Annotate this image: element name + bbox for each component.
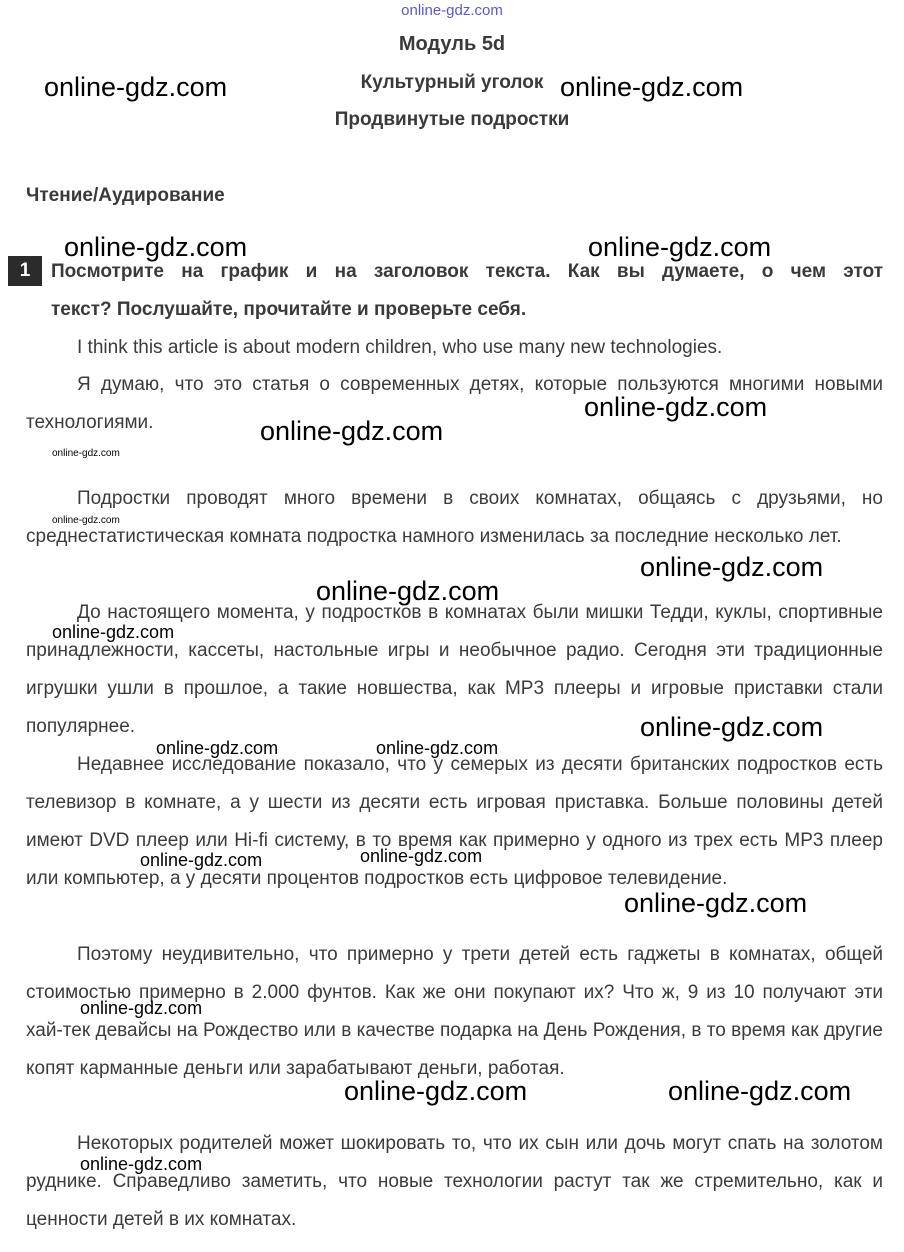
watermark-text: online-gdz.com — [640, 552, 824, 582]
topic-title: Продвинутые подростки — [334, 109, 570, 130]
answer-english: I think this article is about modern children, who use many new technologies. — [77, 337, 723, 358]
module-title: Модуль 5d — [398, 33, 506, 55]
watermark-text: online-gdz.com — [588, 232, 772, 262]
watermark-text: online-gdz.com — [316, 576, 500, 606]
watermark-text: online-gdz.com — [260, 416, 444, 446]
watermark-text: online-gdz.com — [360, 846, 483, 866]
task-number-badge: 1 — [8, 256, 42, 286]
watermark-text: online-gdz.com — [80, 998, 203, 1018]
section-corner-title: Культурный уголок — [360, 72, 544, 93]
text-paragraph-3: Недавнее исследование показало, что у семерых из десяти британских подростков есть телевизор в комнате, а у шести из десяти есть игровая приставка. Больше половины детей имеют DVD плеер или Hi-fi систему, в то время как примерно у одного из трех есть MP3 плеер или компьютер, а у десяти процентов подростков есть цифровое телевидение. — [26, 754, 883, 889]
watermark-text: online-gdz.com — [52, 515, 120, 526]
section-heading: Чтение/Аудирование — [26, 185, 225, 206]
task-instruction-line-1: Посмотрите на график и на заголовок текста. Как вы думаете, о чем этот — [51, 261, 883, 282]
task-instruction-line-2: текст? Послушайте, прочитайте и проверьте себя. — [51, 299, 527, 320]
watermark-text: online-gdz.com — [52, 622, 175, 642]
watermark-text: online-gdz.com — [156, 738, 279, 758]
watermark-text: online-gdz.com — [584, 392, 768, 422]
watermark-text: online-gdz.com — [80, 1154, 203, 1174]
watermark-text: online-gdz.com — [376, 738, 499, 758]
watermark-text: online-gdz.com — [640, 712, 824, 742]
watermark-text: online-gdz.com — [44, 72, 228, 102]
watermark-text: online-gdz.com — [560, 72, 744, 102]
text-paragraph-5: Некоторых родителей может шокировать то, что их сын или дочь могут спать на золотом руднике. Справедливо заметить, что новые технологии растут так же стремительно, как и ценности детей в их комнатах. — [26, 1133, 883, 1230]
watermark-text: online-gdz.com — [344, 1076, 528, 1106]
watermark-text: online-gdz.com — [64, 232, 248, 262]
watermark-text: online-gdz.com — [668, 1076, 852, 1106]
text-paragraph-2: До настоящего момента, у подростков в комнатах были мишки Тедди, куклы, спортивные принадлежности, кассеты, настольные игры и необычное радио. Сегодня эти традиционные игрушки ушли в прошлое, а такие новшества, как MP3 плееры и игровые приставки стали популярнее. — [26, 602, 883, 737]
watermark-text: online-gdz.com — [52, 448, 120, 459]
watermark-text: online-gdz.com — [140, 850, 263, 870]
text-paragraph-1: Подростки проводят много времени в своих комнатах, общаясь с друзьями, но среднестатистическая комната подростка намного изменилась за последние несколько лет. — [26, 488, 883, 547]
answer-russian: Я думаю, что это статья о современных детях, которые пользуются многими новыми технологиями. — [26, 374, 883, 433]
text-paragraph-4: Поэтому неудивительно, что примерно у трети детей есть гаджеты в комнатах, общей стоимостью примерно в 2.000 фунтов. Как же они покупают их? Что ж, 9 из 10 получают эти хай-тек девайсы на Рождество или в качестве подарка на День Рождения, в то время как другие копят карманные деньги или зарабатывают деньги, работая. — [26, 944, 883, 1079]
watermark-text: online-gdz.com — [624, 888, 808, 918]
site-header-link[interactable]: online-gdz.com — [401, 2, 503, 19]
